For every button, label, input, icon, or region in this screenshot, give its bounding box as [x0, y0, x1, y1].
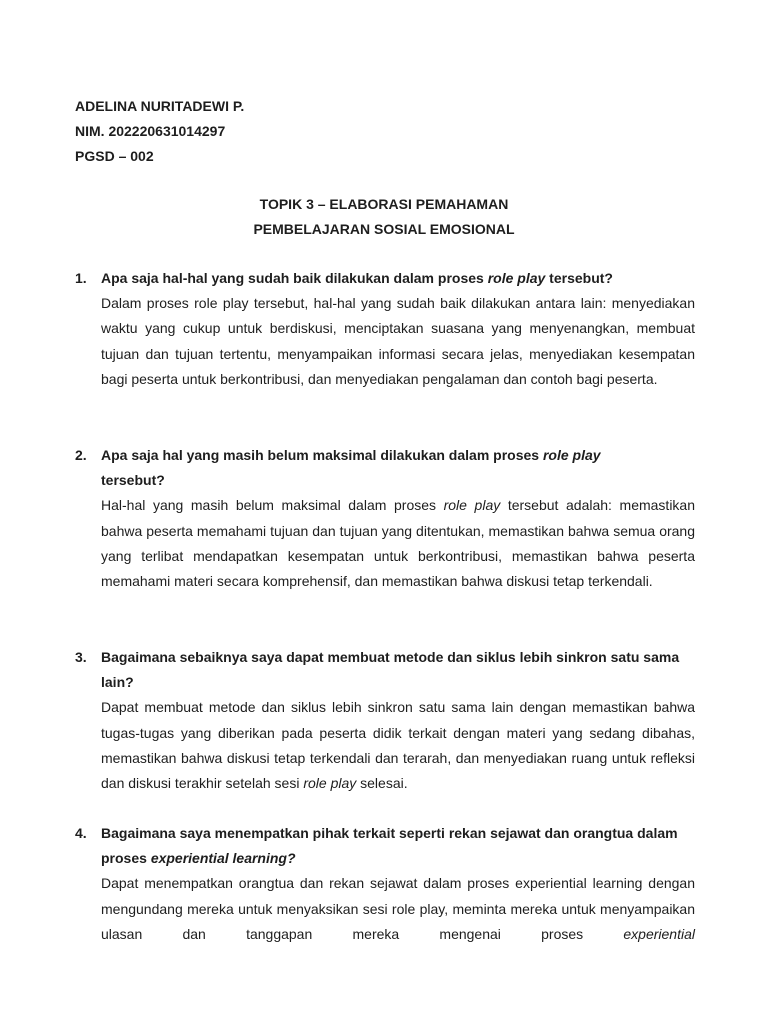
title-line-2: PEMBELAJARAN SOSIAL EMOSIONAL [253, 221, 515, 237]
title-line-1: TOPIK 3 – ELABORASI PEMAHAMAN [259, 196, 509, 212]
answer-emphasis: role play [443, 497, 501, 514]
answer-text: selesai. [356, 775, 408, 792]
question-text: Apa saja hal yang masih belum maksimal dilakukan dalam proses [101, 447, 543, 463]
answer-text: Dapat membuat metode dan siklus lebih sinkron satu sama lain dengan memastikan bahwa tugas-tugas yang diberikan pada peserta didik terkait dengan materi yang sedang dibahas, memastikan bahwa diskusi tetap terkendali dan terarah, dan menyediakan ruang untuk refleksi dan diskusi terakhir setelah sesi [101, 699, 695, 792]
question-text: tersebut? [545, 270, 613, 286]
document-title [0, 192, 768, 242]
item-number: 4. [75, 825, 87, 841]
question-1 [101, 266, 695, 291]
answer-text: Hal-hal yang masih belum maksimal dalam proses [101, 497, 444, 514]
answer-4 [101, 871, 695, 947]
question-emphasis: experiential learning? [150, 850, 296, 867]
answer-emphasis: experiential [623, 925, 695, 942]
item-number: 3. [75, 649, 87, 665]
student-name: ADELINA NURITADEWI P. [75, 98, 245, 114]
question-text: tersebut? [101, 472, 165, 489]
item-number: 1. [75, 270, 87, 286]
answer-text: tersebut adalah: memastikan bahwa peserta memahami tujuan dan tujuan yang ditentukan, memastikan bahwa semua orang yang terlibat mendapatkan kesempatan untuk berkontribusi, memastikan bahwa peserta memahami materi secara komprehensif, dan memastikan bahwa diskusi tetap terkendali. [101, 497, 695, 590]
student-class: PGSD – 002 [75, 148, 154, 164]
question-emphasis: role play [487, 270, 546, 286]
answer-emphasis: role play [303, 775, 357, 792]
question-emphasis: role play [542, 447, 601, 463]
question-3: Bagaimana sebaiknya saya dapat membuat metode dan siklus lebih sinkron satu sama lain? [101, 649, 680, 691]
question-2 [101, 443, 695, 493]
item-number: 2. [75, 447, 87, 463]
question-4 [101, 821, 695, 871]
answer-3 [101, 695, 695, 796]
student-header [75, 94, 244, 169]
student-nim: NIM. 202220631014297 [75, 123, 226, 139]
answer-1: Dalam proses role play tersebut, hal-hal yang sudah baik dilakukan antara lain: menyediakan waktu yang cukup untuk berdiskusi, menciptakan suasana yang menyenangkan, membuat tujuan dan tujuan tertentu, menyampaikan informasi secara jelas, menyediakan kesempatan bagi peserta untuk berkontribusi, dan menyediakan pengalaman dan contoh bagi peserta. [101, 295, 695, 387]
answer-text: Dapat menempatkan orangtua dan rekan sejawat dalam proses experiential learning dengan mengundang mereka untuk menyaksikan sesi role play, meminta mereka untuk menyampaikan ulasan dan tanggapan mereka mengenai proses [101, 875, 695, 942]
answer-2 [101, 493, 695, 594]
question-text: Apa saja hal-hal yang sudah baik dilakukan dalam proses [101, 270, 488, 286]
question-text: Bagaimana saya menempatkan pihak terkait seperti rekan sejawat dan orangtua dalam proses [101, 825, 678, 867]
